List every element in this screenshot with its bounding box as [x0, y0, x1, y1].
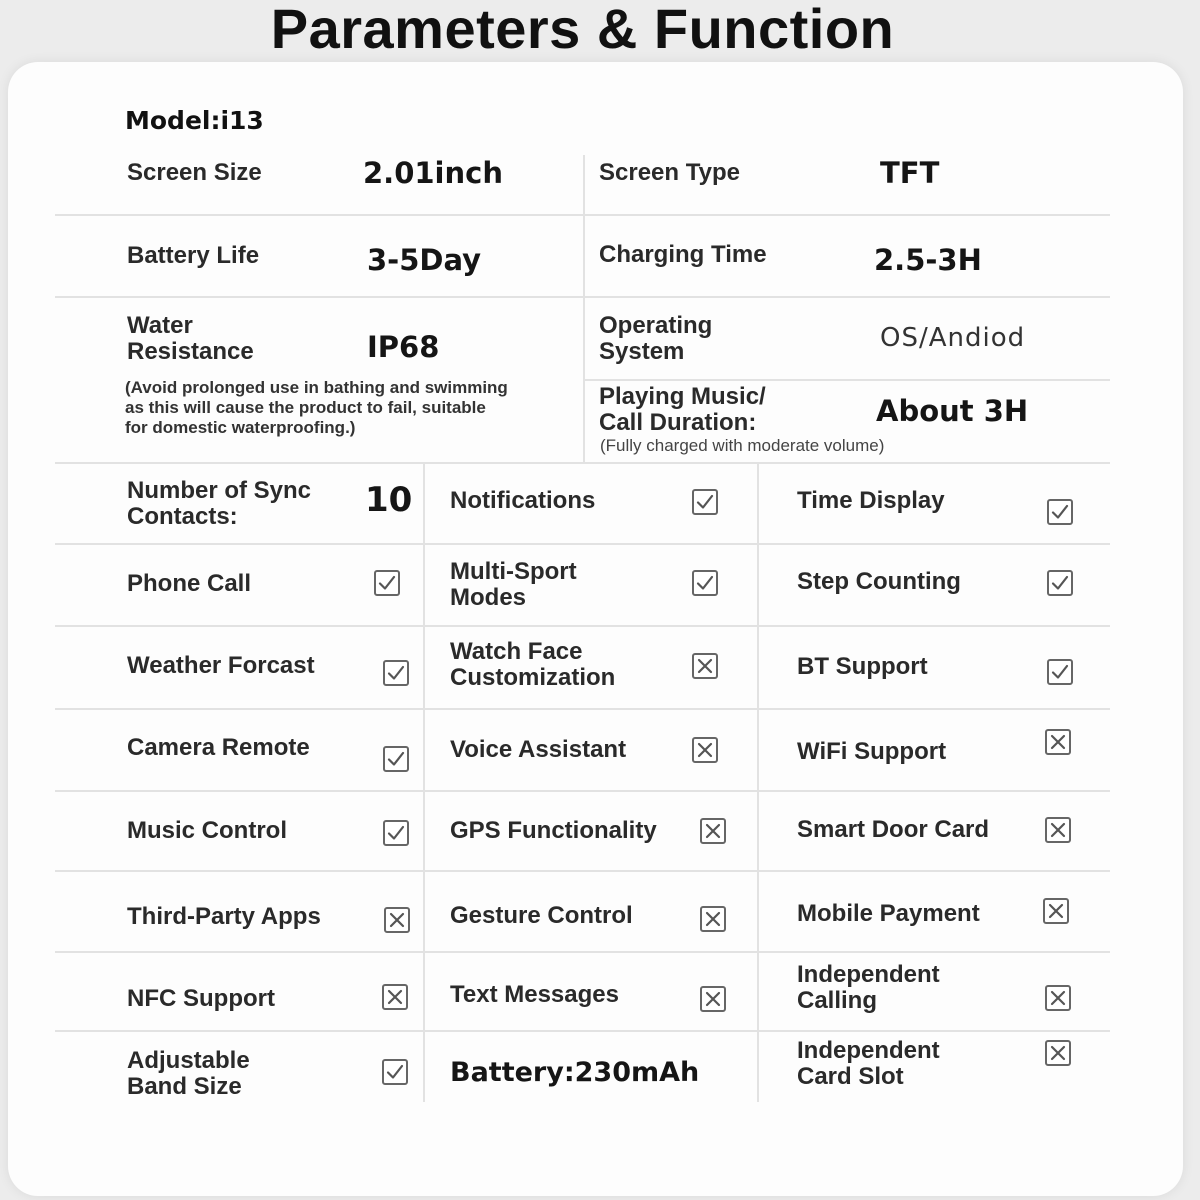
- water-resistance-label-line: Water: [127, 312, 193, 339]
- sync-contacts-label-line: Number of Sync: [127, 477, 312, 504]
- feature-label-third-party-apps: Third-Party Apps: [127, 903, 321, 930]
- music-duration-label-line: Call Duration:: [599, 409, 757, 436]
- checkbox-checked-icon: [1047, 570, 1073, 596]
- charging-time-value: 2.5-3H: [874, 243, 982, 277]
- water-note-line: as this will cause the product to fail, suitable: [125, 398, 486, 417]
- feature-label-voice-assistant: Voice Assistant: [450, 736, 627, 763]
- water-resistance-label: [127, 313, 254, 365]
- water-resistance-value: IP68: [367, 330, 440, 364]
- os-label-line: System: [599, 338, 685, 365]
- checkbox-crossed-icon: [382, 984, 408, 1010]
- checkbox-checked-icon: [1047, 499, 1073, 525]
- feature-label-line: Adjustable: [127, 1047, 250, 1074]
- checkbox-crossed-icon: [700, 906, 726, 932]
- feature-label-independent-calling: [797, 962, 940, 1014]
- feature-label-line: Modes: [450, 584, 527, 611]
- feature-label-music-control: Music Control: [127, 817, 287, 844]
- checkbox-crossed-icon: [1045, 1040, 1071, 1066]
- feature-label-camera-remote: Camera Remote: [127, 734, 310, 761]
- checkbox-checked-icon: [692, 489, 718, 515]
- battery-life-label: Battery Life: [127, 242, 260, 269]
- charging-time-label: Charging Time: [599, 241, 767, 268]
- feature-label-notifications: Notifications: [450, 487, 596, 514]
- checkbox-crossed-icon: [1045, 729, 1071, 755]
- divider: [55, 462, 1110, 464]
- divider: [585, 379, 1110, 381]
- sync-contacts-label: [127, 478, 311, 530]
- water-note-line: for domestic waterproofing.): [125, 418, 356, 437]
- feature-label-bt-support: BT Support: [797, 653, 928, 680]
- divider: [583, 155, 585, 462]
- checkbox-checked-icon: [383, 746, 409, 772]
- screen-size-value: 2.01inch: [363, 156, 503, 190]
- music-duration-note: (Fully charged with moderate volume): [600, 436, 885, 455]
- divider: [55, 951, 1110, 953]
- feature-label-smart-door-card: Smart Door Card: [797, 816, 990, 843]
- feature-label-line: Independent: [797, 961, 940, 988]
- feature-label-line: Band Size: [127, 1073, 242, 1100]
- divider: [55, 870, 1110, 872]
- feature-label-time-display: Time Display: [797, 487, 945, 514]
- feature-label-gesture-control: Gesture Control: [450, 902, 633, 929]
- os-value: OS/Andiod: [880, 323, 1026, 353]
- os-label-line: Operating: [599, 312, 713, 339]
- checkbox-checked-icon: [1047, 659, 1073, 685]
- checkbox-crossed-icon: [692, 737, 718, 763]
- feature-label-line: Independent: [797, 1037, 940, 1064]
- checkbox-checked-icon: [374, 570, 400, 596]
- checkbox-crossed-icon: [700, 986, 726, 1012]
- checkbox-crossed-icon: [1045, 817, 1071, 843]
- feature-label-phone-call: Phone Call: [127, 570, 252, 597]
- music-duration-value: About 3H: [876, 394, 1029, 428]
- os-label: [599, 313, 712, 365]
- page-title: Parameters & Function: [270, 0, 895, 60]
- battery-life-value: 3-5Day: [367, 243, 482, 277]
- screen-size-label: Screen Size: [127, 159, 262, 186]
- spec-card: [8, 62, 1183, 1196]
- checkbox-checked-icon: [692, 570, 718, 596]
- feature-label-nfc-support: NFC Support: [127, 985, 275, 1012]
- divider: [757, 462, 759, 1102]
- music-duration-label-line: Playing Music/: [599, 383, 766, 410]
- feature-label-wifi-support: WiFi Support: [797, 738, 947, 765]
- sync-contacts-value: 10: [365, 480, 413, 520]
- divider: [55, 1030, 1110, 1032]
- water-note: [125, 378, 508, 438]
- checkbox-crossed-icon: [384, 907, 410, 933]
- checkbox-checked-icon: [382, 1059, 408, 1085]
- feature-label-line: Multi-Sport: [450, 558, 577, 585]
- feature-label-independent-card-slot: [797, 1038, 940, 1090]
- feature-label-band-size: [127, 1048, 250, 1100]
- feature-label-line: Customization: [450, 664, 616, 691]
- checkbox-checked-icon: [383, 820, 409, 846]
- feature-label-watch-face: [450, 639, 615, 691]
- divider: [55, 708, 1110, 710]
- water-resistance-label-line: Resistance: [127, 338, 254, 365]
- feature-label-gps: GPS Functionality: [450, 817, 657, 844]
- feature-label-step-counting: Step Counting: [797, 568, 961, 595]
- feature-label-line: Calling: [797, 987, 878, 1014]
- divider: [55, 790, 1110, 792]
- screen-type-label: Screen Type: [599, 159, 740, 186]
- battery-capacity: Battery:230mAh: [450, 1057, 700, 1088]
- checkbox-crossed-icon: [1045, 985, 1071, 1011]
- checkbox-crossed-icon: [700, 818, 726, 844]
- divider: [423, 462, 425, 1102]
- feature-label-mobile-payment: Mobile Payment: [797, 900, 980, 927]
- feature-label-line: Card Slot: [797, 1063, 904, 1090]
- divider: [55, 625, 1110, 627]
- checkbox-crossed-icon: [1043, 898, 1069, 924]
- divider: [55, 543, 1110, 545]
- feature-label-line: Watch Face: [450, 638, 583, 665]
- checkbox-crossed-icon: [692, 653, 718, 679]
- music-duration-label: [599, 384, 766, 436]
- screen-type-value: TFT: [880, 156, 940, 190]
- feature-label-weather: Weather Forcast: [127, 652, 315, 679]
- feature-label-text-messages: Text Messages: [450, 981, 619, 1008]
- sync-contacts-label-line: Contacts:: [127, 503, 238, 530]
- water-note-line: (Avoid prolonged use in bathing and swimming: [125, 378, 508, 397]
- feature-label-multi-sport: [450, 559, 577, 611]
- model-label: Model:i13: [125, 106, 264, 135]
- checkbox-checked-icon: [383, 660, 409, 686]
